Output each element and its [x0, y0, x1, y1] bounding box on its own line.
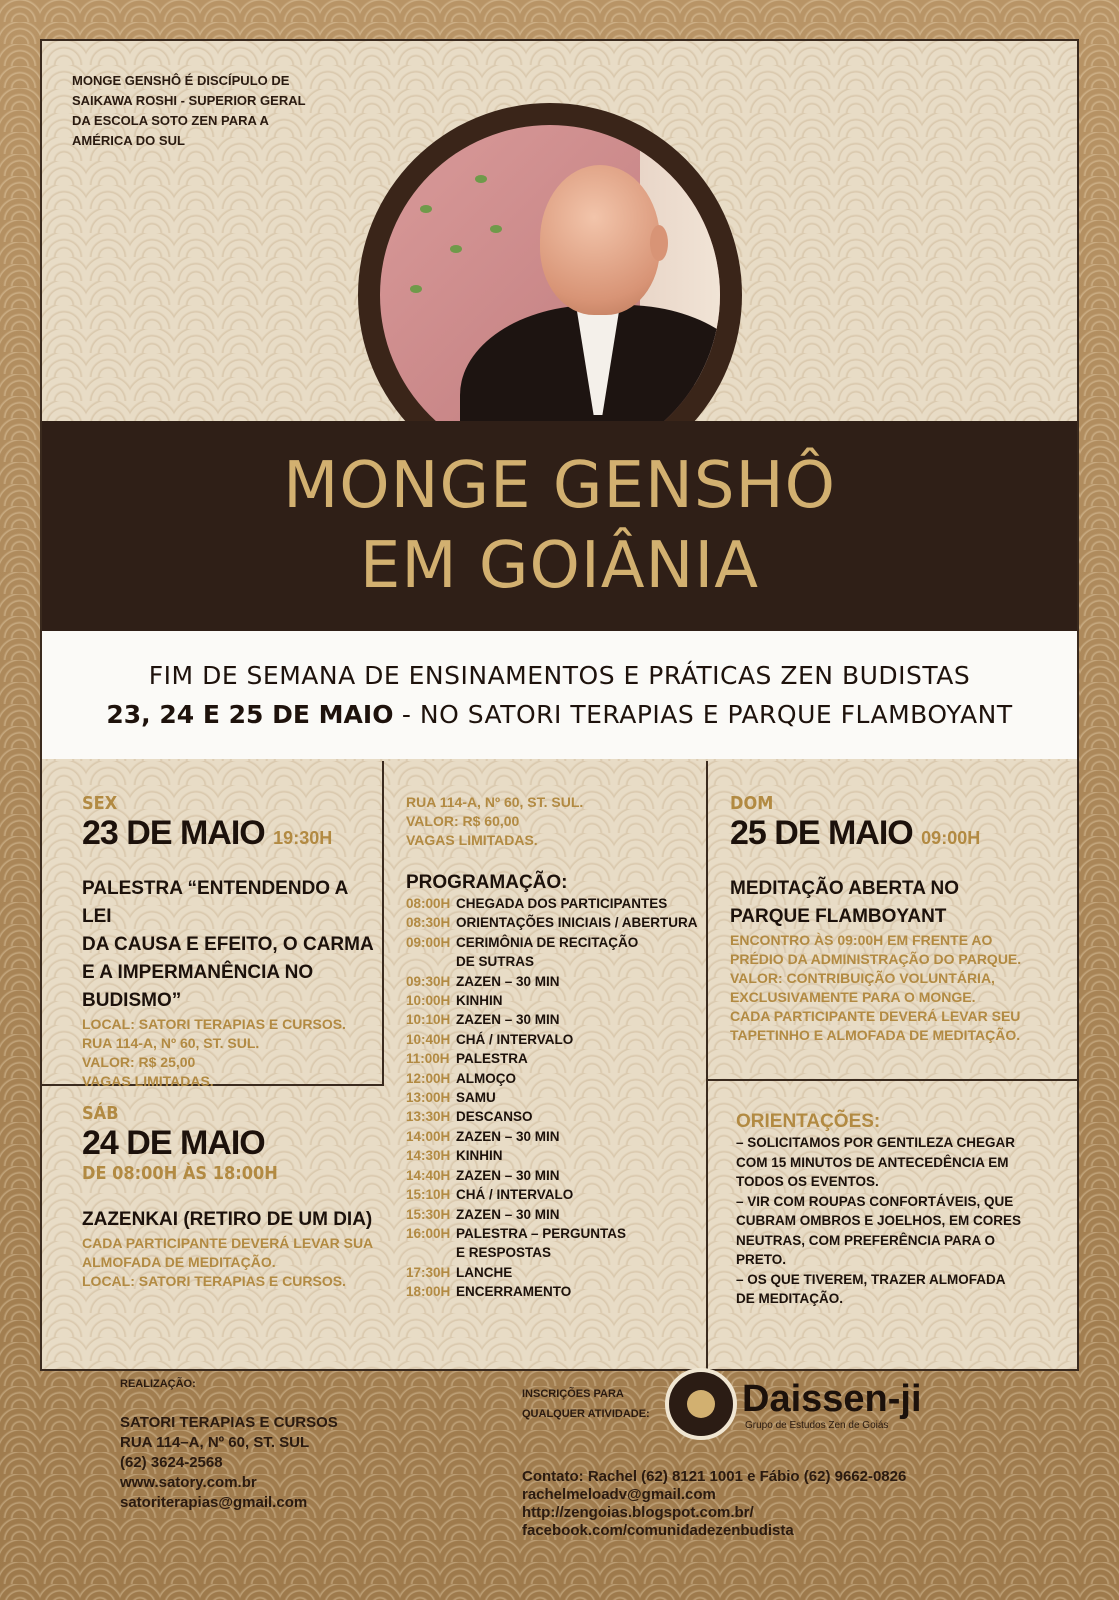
title-line-2: EM GOIÂNIA	[359, 529, 760, 603]
poster	[40, 39, 1079, 1371]
realizacao-info: SATORI TERAPIAS E CURSOS RUA 114–A, Nº 60, ST. SUL (62) 3624-2568 www.satory.com.br satoriterapias@gmail.com	[120, 1414, 338, 1511]
program-item: 15:10H CHÁ / INTERVALO	[406, 1187, 574, 1203]
program-item: 09:00H CERIMÔNIA DE RECITAÇÃO	[406, 934, 639, 950]
title-band	[42, 421, 1077, 631]
contact-info: Contato: Rachel (62) 8121 1001 e Fábio (62) 9662-0826 rachelmeloadv@gmail.com http://zengoias.blogspot.com.br/ facebook.com/comunidadezenbudista	[522, 1468, 907, 1539]
subtitle-line-1: FIM DE SEMANA DE ENSINAMENTOS E PRÁTICAS ZEN BUDISTAS	[148, 661, 971, 690]
program-item: 12:00H ALMOÇO	[406, 1070, 516, 1086]
program-item: 08:30H ORIENTAÇÕES INICIAIS / ABERTURA	[406, 915, 698, 931]
logo-subtitle: Grupo de Estudos Zen de Goiás	[745, 1420, 889, 1431]
divider	[706, 1079, 1079, 1081]
divider	[382, 761, 384, 1085]
event-saturday: SÁB 24 DE MAIO DE 08:00H ÀS 18:00H ZAZENKAI (RETIRO DE UM DIA) CADA PARTICIPANTE DEVERÁ LEVAR SUA ALMOFADA DE MEDITAÇÃO. LOCAL: SATORI TERAPIAS E CURSOS.	[82, 1103, 374, 1289]
program-list	[406, 894, 706, 1302]
program-item: DE SUTRAS	[456, 954, 535, 970]
program-item: 10:10H ZAZEN – 30 MIN	[406, 1012, 560, 1028]
program-item: 10:40H CHÁ / INTERVALO	[406, 1031, 574, 1047]
program-item: 18:00H ENCERRAMENTO	[406, 1284, 572, 1300]
program-item: 15:30H ZAZEN – 30 MIN	[406, 1206, 560, 1222]
program-item: E RESPOSTAS	[456, 1245, 552, 1261]
logo-name: Daissen-ji	[742, 1378, 922, 1420]
program-item: 14:30H KINHIN	[406, 1148, 503, 1164]
guidelines: ORIENTAÇÕES: – SOLICITAMOS POR GENTILEZA CHEGAR COM 15 MINUTOS DE ANTECEDÊNCIA EM TODOS OS EVENTOS. – VIR COM ROUPAS CONFORTÁVEIS, QUE CUBRAM OMBROS E JOELHOS, EM CORES NEUTRAS, COM PREFERÊNCIA PARA O PRETO. – OS QUE TIVEREM, TRAZER ALMOFADA DE MEDITAÇÃO.	[736, 1111, 1022, 1306]
monk-portrait	[380, 125, 720, 465]
event-friday: SEX 23 DE MAIO 19:30H PALESTRA “ENTENDENDO A LEI DA CAUSA E EFEITO, O CARMA E A IMPERMANÊNCIA NO BUDISMO” LOCAL: SATORI TERAPIAS E CURSOS. RUA 114-A, Nº 60, ST. SUL. VALOR: R$ 25,00 VAGAS LIMITADAS.	[82, 793, 374, 1089]
program-item: 14:40H ZAZEN – 30 MIN	[406, 1167, 560, 1183]
monk-head	[540, 165, 660, 315]
program-item: 13:30H DESCANSO	[406, 1109, 533, 1125]
title-line-1: MONGE GENSHÔ	[283, 449, 836, 523]
intro-text: MONGE GENSHÔ É DISCÍPULO DE SAIKAWA ROSHI - SUPERIOR GERAL DA ESCOLA SOTO ZEN PARA A AMÉRICA DO SUL	[72, 73, 306, 148]
divider	[706, 761, 708, 1371]
program-item: 09:30H ZAZEN – 30 MIN	[406, 973, 560, 989]
event-sunday: DOM 25 DE MAIO 09:00H MEDITAÇÃO ABERTA NO PARQUE FLAMBOYANT ENCONTRO ÀS 09:00H EM FRENTE AO PRÉDIO DA ADMINISTRAÇÃO DO PARQUE. VALOR: CONTRIBUIÇÃO VOLUNTÁRIA, EXCLUSIVAMENTE PARA O MONGE. CADA PARTICIPANTE DEVERÁ LEVAR SEU TAPETINHO E ALMOFADA DE MEDITAÇÃO.	[730, 793, 1022, 1043]
program-column: RUA 114-A, Nº 60, ST. SUL. VALOR: R$ 60,00 VAGAS LIMITADAS. PROGRAMAÇÃO: 08:00H CHEGADA DOS PARTICIPANTES 08:30H ORIENTAÇÕES INICIAIS / ABERTURA 09:00H CERIMÔNIA DE RECITAÇÃO DE SUTRAS 09:30H ZAZEN – 30 MIN 10:00H KINHIN 10:10H ZAZEN – 30 MIN 10:40H CHÁ / INTERVALO 11:00H PALESTRA 12:00H ALMOÇO 13:00H SAMU 13:30H DESCANSO 14:00H ZAZEN – 30 MIN 14:30H KINHIN 14:40H ZAZEN – 30 MIN 15:10H CHÁ / INTERVALO 15:30H ZAZEN – 30 MIN 16:00H PALESTRA – PERGUNTAS E RESPOSTAS 17:30H LANCHE 18:00H ENCERRAMENTO	[406, 793, 706, 1302]
realizacao-label: REALIZAÇÃO:	[120, 1378, 196, 1390]
subtitle-band	[42, 631, 1077, 759]
program-item: 17:30H LANCHE	[406, 1264, 513, 1280]
program-item: 11:00H PALESTRA	[406, 1051, 528, 1067]
program-item: 14:00H ZAZEN – 30 MIN	[406, 1128, 560, 1144]
program-item: 16:00H PALESTRA – PERGUNTAS	[406, 1225, 627, 1241]
program-item: 08:00H CHEGADA DOS PARTICIPANTES	[406, 896, 668, 911]
program-item: 10:00H KINHIN	[406, 993, 503, 1009]
program-item: 13:00H SAMU	[406, 1090, 496, 1106]
inscricoes-label: INSCRIÇÕES PARA QUALQUER ATIVIDADE:	[522, 1388, 650, 1420]
subtitle-line-2: 23, 24 E 25 DE MAIO - NO SATORI TERAPIAS E PARQUE FLAMBOYANT	[106, 700, 1013, 729]
daissen-ji-logo-icon	[665, 1368, 737, 1440]
